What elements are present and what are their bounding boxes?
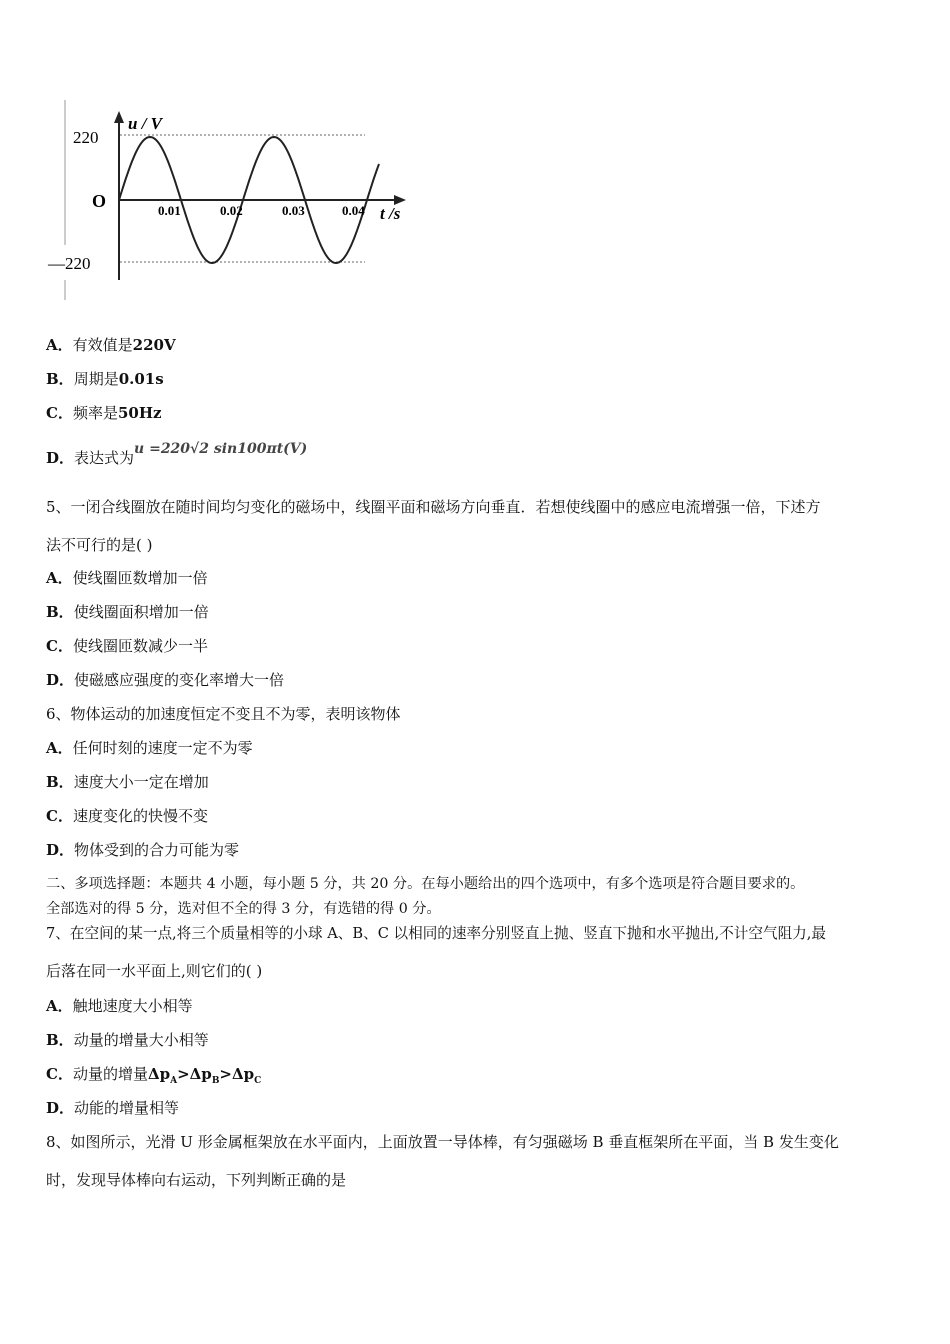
q7-option-a[interactable] — [46, 996, 193, 1016]
subscript-b: B — [211, 1076, 220, 1086]
option-value: 220V — [132, 336, 176, 354]
delta-p: Δp — [189, 1065, 212, 1083]
delta-p: Δp — [232, 1065, 255, 1083]
option-value: 0.01s — [118, 370, 164, 388]
option-letter: C． — [46, 1065, 73, 1083]
option-letter: C． — [46, 807, 73, 825]
option-text: 表达式为 — [74, 449, 135, 467]
q7-option-b[interactable] — [46, 1030, 209, 1050]
option-letter: B． — [46, 1031, 74, 1049]
section2-instructions-line-1: 二、多项选择题：本题共 4 小题，每小题 5 分，共 20 分。在每小题给出的四个选项中，有多个选项是符合题目要求的。 — [46, 876, 805, 892]
origin-label: O — [92, 191, 107, 211]
x-tick-label: 0.03 — [282, 203, 305, 218]
option-letter: D． — [46, 449, 75, 467]
option-text: 使磁感应强度的变化率增大一倍 — [74, 671, 285, 689]
option-text: 物体受到的合力可能为零 — [74, 841, 240, 859]
voltage-time-graph — [40, 95, 420, 305]
q4-option-b[interactable] — [46, 369, 164, 389]
q5-stem-line-1: 5、一闭合线圈放在随时间均匀变化的磁场中，线圈平面和磁场方向垂直．若想使线圈中的感应电流增强一倍，下述方 — [46, 498, 821, 516]
option-text: 使线圈匝数减少一半 — [72, 637, 208, 655]
option-text: 任何时刻的速度一定不为零 — [72, 739, 253, 757]
x-axis-label: t /s — [380, 204, 401, 223]
q5-option-c[interactable] — [46, 636, 208, 656]
option-letter: D． — [46, 671, 75, 689]
q7-option-c[interactable] — [46, 1064, 261, 1091]
q7-option-d[interactable] — [46, 1098, 179, 1118]
option-text: 触地速度大小相等 — [72, 997, 193, 1015]
option-text: 动量的增量大小相等 — [73, 1031, 209, 1049]
option-value: 50Hz — [117, 404, 162, 422]
x-tick-label: 0.04 — [342, 203, 365, 218]
q7-stem-line-1: 7、在空间的某一点,将三个质量相等的小球 A、B、C 以相同的速率分别竖直上抛、竖直下抛和水平抛出,不计空气阻力,最 — [46, 925, 827, 942]
q5-stem-line-2: 法不可行的是( ) — [46, 536, 153, 554]
q7-stem-line-2: 后落在同一水平面上,则它们的( ) — [46, 962, 263, 980]
option-text: 速度变化的快慢不变 — [72, 807, 208, 825]
option-letter: A． — [46, 739, 73, 757]
q4-option-a[interactable] — [46, 335, 176, 355]
option-text: 周期是 — [73, 370, 119, 388]
option-text: 使线圈面积增加一倍 — [73, 603, 209, 621]
option-letter: C． — [46, 637, 73, 655]
option-letter: D． — [46, 841, 75, 859]
option-letter: B． — [46, 603, 74, 621]
option-text: 速度大小一定在增加 — [73, 773, 209, 791]
q4-option-c[interactable] — [46, 403, 162, 423]
y-axis-arrow — [114, 111, 124, 123]
y-max-label: 220 — [73, 128, 99, 147]
option-letter: C． — [46, 404, 73, 422]
q8-stem-line-1: 8、如图所示，光滑 U 形金属框架放在水平面内，上面放置一导体棒，有匀强磁场 B 垂直框架所在平面，当 B 发生变化 — [46, 1133, 839, 1151]
option-formula: u =220√2 sin100πt(V) — [134, 441, 308, 457]
option-text: 动量的增量 — [72, 1065, 148, 1083]
q6-stem: 6、物体运动的加速度恒定不变且不为零，表明该物体 — [46, 705, 401, 723]
momentum-formula: $\Delta p_A>\Delta p_B>\Delta p_C$ — [147, 1065, 262, 1086]
option-letter: A． — [46, 997, 73, 1015]
subscript-c: C — [254, 1076, 262, 1086]
option-text: 使线圈匝数增加一倍 — [72, 569, 208, 587]
option-text: 频率是 — [72, 404, 118, 422]
x-tick-label: 0.01 — [158, 203, 181, 218]
option-letter: B． — [46, 773, 74, 791]
section2-instructions-line-2: 全部选对的得 5 分，选对但不全的得 3 分，有选错的得 0 分。 — [46, 901, 441, 917]
q6-option-b[interactable] — [46, 772, 209, 792]
q8-stem-line-2: 时，发现导体棒向右运动，下列判断正确的是 — [46, 1171, 347, 1189]
option-text: 有效值是 — [72, 336, 133, 354]
q6-option-c[interactable] — [46, 806, 208, 826]
option-letter: A． — [46, 569, 73, 587]
y-min-label: —220 — [48, 254, 91, 273]
y-axis-label: u / V — [128, 114, 163, 133]
q5-option-b[interactable] — [46, 602, 209, 622]
q6-option-d[interactable] — [46, 840, 239, 860]
q5-option-d[interactable] — [46, 670, 284, 690]
option-letter: B． — [46, 370, 74, 388]
subscript-a: A — [170, 1076, 178, 1086]
option-letter: D． — [46, 1099, 75, 1117]
option-letter: A． — [46, 336, 73, 354]
q4-option-d[interactable] — [46, 441, 308, 469]
option-text: 动能的增量相等 — [74, 1099, 180, 1117]
q5-option-a[interactable] — [46, 568, 208, 588]
delta-p: Δp — [147, 1065, 171, 1083]
x-tick-label: 0.02 — [220, 203, 243, 218]
q6-option-a[interactable] — [46, 738, 253, 758]
